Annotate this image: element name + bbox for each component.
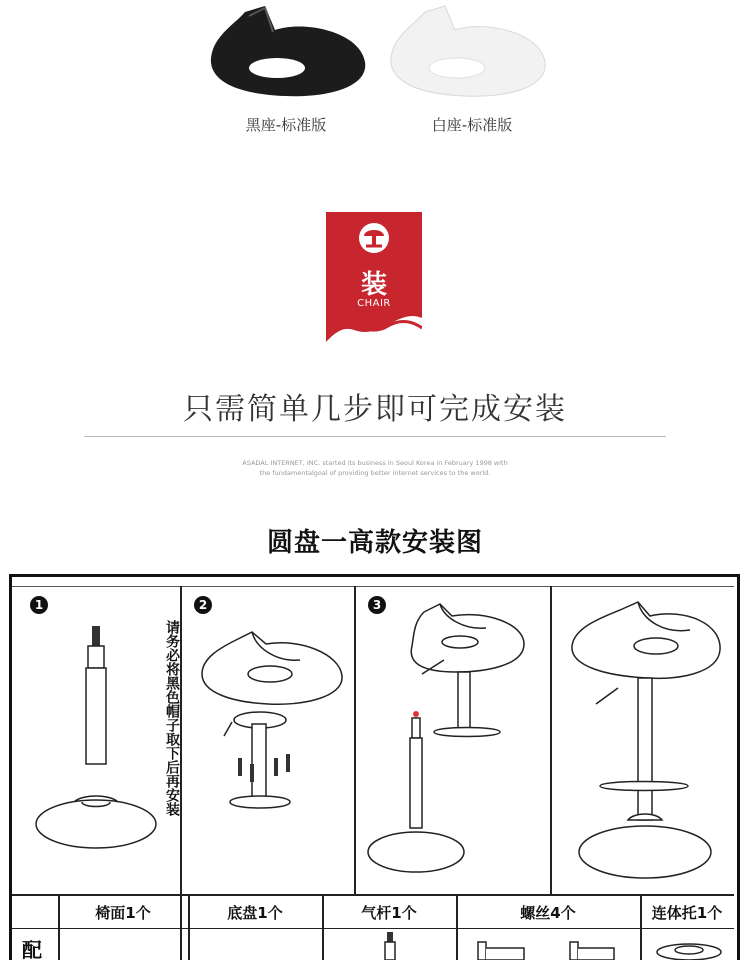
white-seat-label: 白座-标准版	[431, 116, 513, 134]
parts-side-label: 配	[22, 938, 42, 960]
part-footrest-icon	[652, 940, 726, 960]
black-seat-label: 黑座-标准版	[245, 116, 327, 134]
assembled-stool-drawing	[556, 596, 732, 886]
part-label-screws: 螺丝4个	[520, 904, 576, 922]
headline: 只需简单几步即可完成安装	[183, 392, 567, 427]
step-2-drawing	[190, 626, 350, 816]
step-number-2: 2	[194, 596, 212, 614]
panel-divider-3	[550, 586, 552, 896]
badge-sub: CHAIR	[357, 298, 391, 309]
badge-char: 装	[360, 270, 387, 300]
part-label-base: 底盘1个	[227, 904, 283, 922]
step-number-3: 3	[368, 596, 386, 614]
remove-cap-note: 请务必将黑色帽子取下后再安装	[164, 620, 180, 816]
part-label-footrest: 连体托1个	[651, 904, 723, 922]
divider	[84, 436, 666, 437]
fine-print-line-2: the fundamentalgoal of providing better internet services to the world.	[259, 469, 491, 477]
part-screws-icon	[474, 940, 624, 960]
part-label-seat: 椅面1个	[95, 904, 151, 922]
panel-divider-2	[354, 586, 356, 896]
step-3-drawing	[360, 596, 550, 886]
fine-print	[200, 458, 550, 478]
white-seat-image	[385, 2, 555, 98]
step-1-drawing	[24, 620, 174, 860]
section-title: 圆盘一高款安装图	[266, 528, 483, 558]
step-number-1: 1	[30, 596, 48, 614]
fine-print-line-1: ASADAL INTERNET, INC. started its business in Seoul Korea in February 1998 with	[242, 459, 508, 467]
part-gas-lift-icon	[380, 932, 400, 960]
panel-divider-h1	[12, 894, 734, 896]
black-seat-image	[205, 2, 375, 98]
panel-inner-top	[12, 586, 734, 587]
panel-divider-h2	[12, 928, 734, 929]
part-label-gas-lift: 气杆1个	[361, 904, 417, 922]
